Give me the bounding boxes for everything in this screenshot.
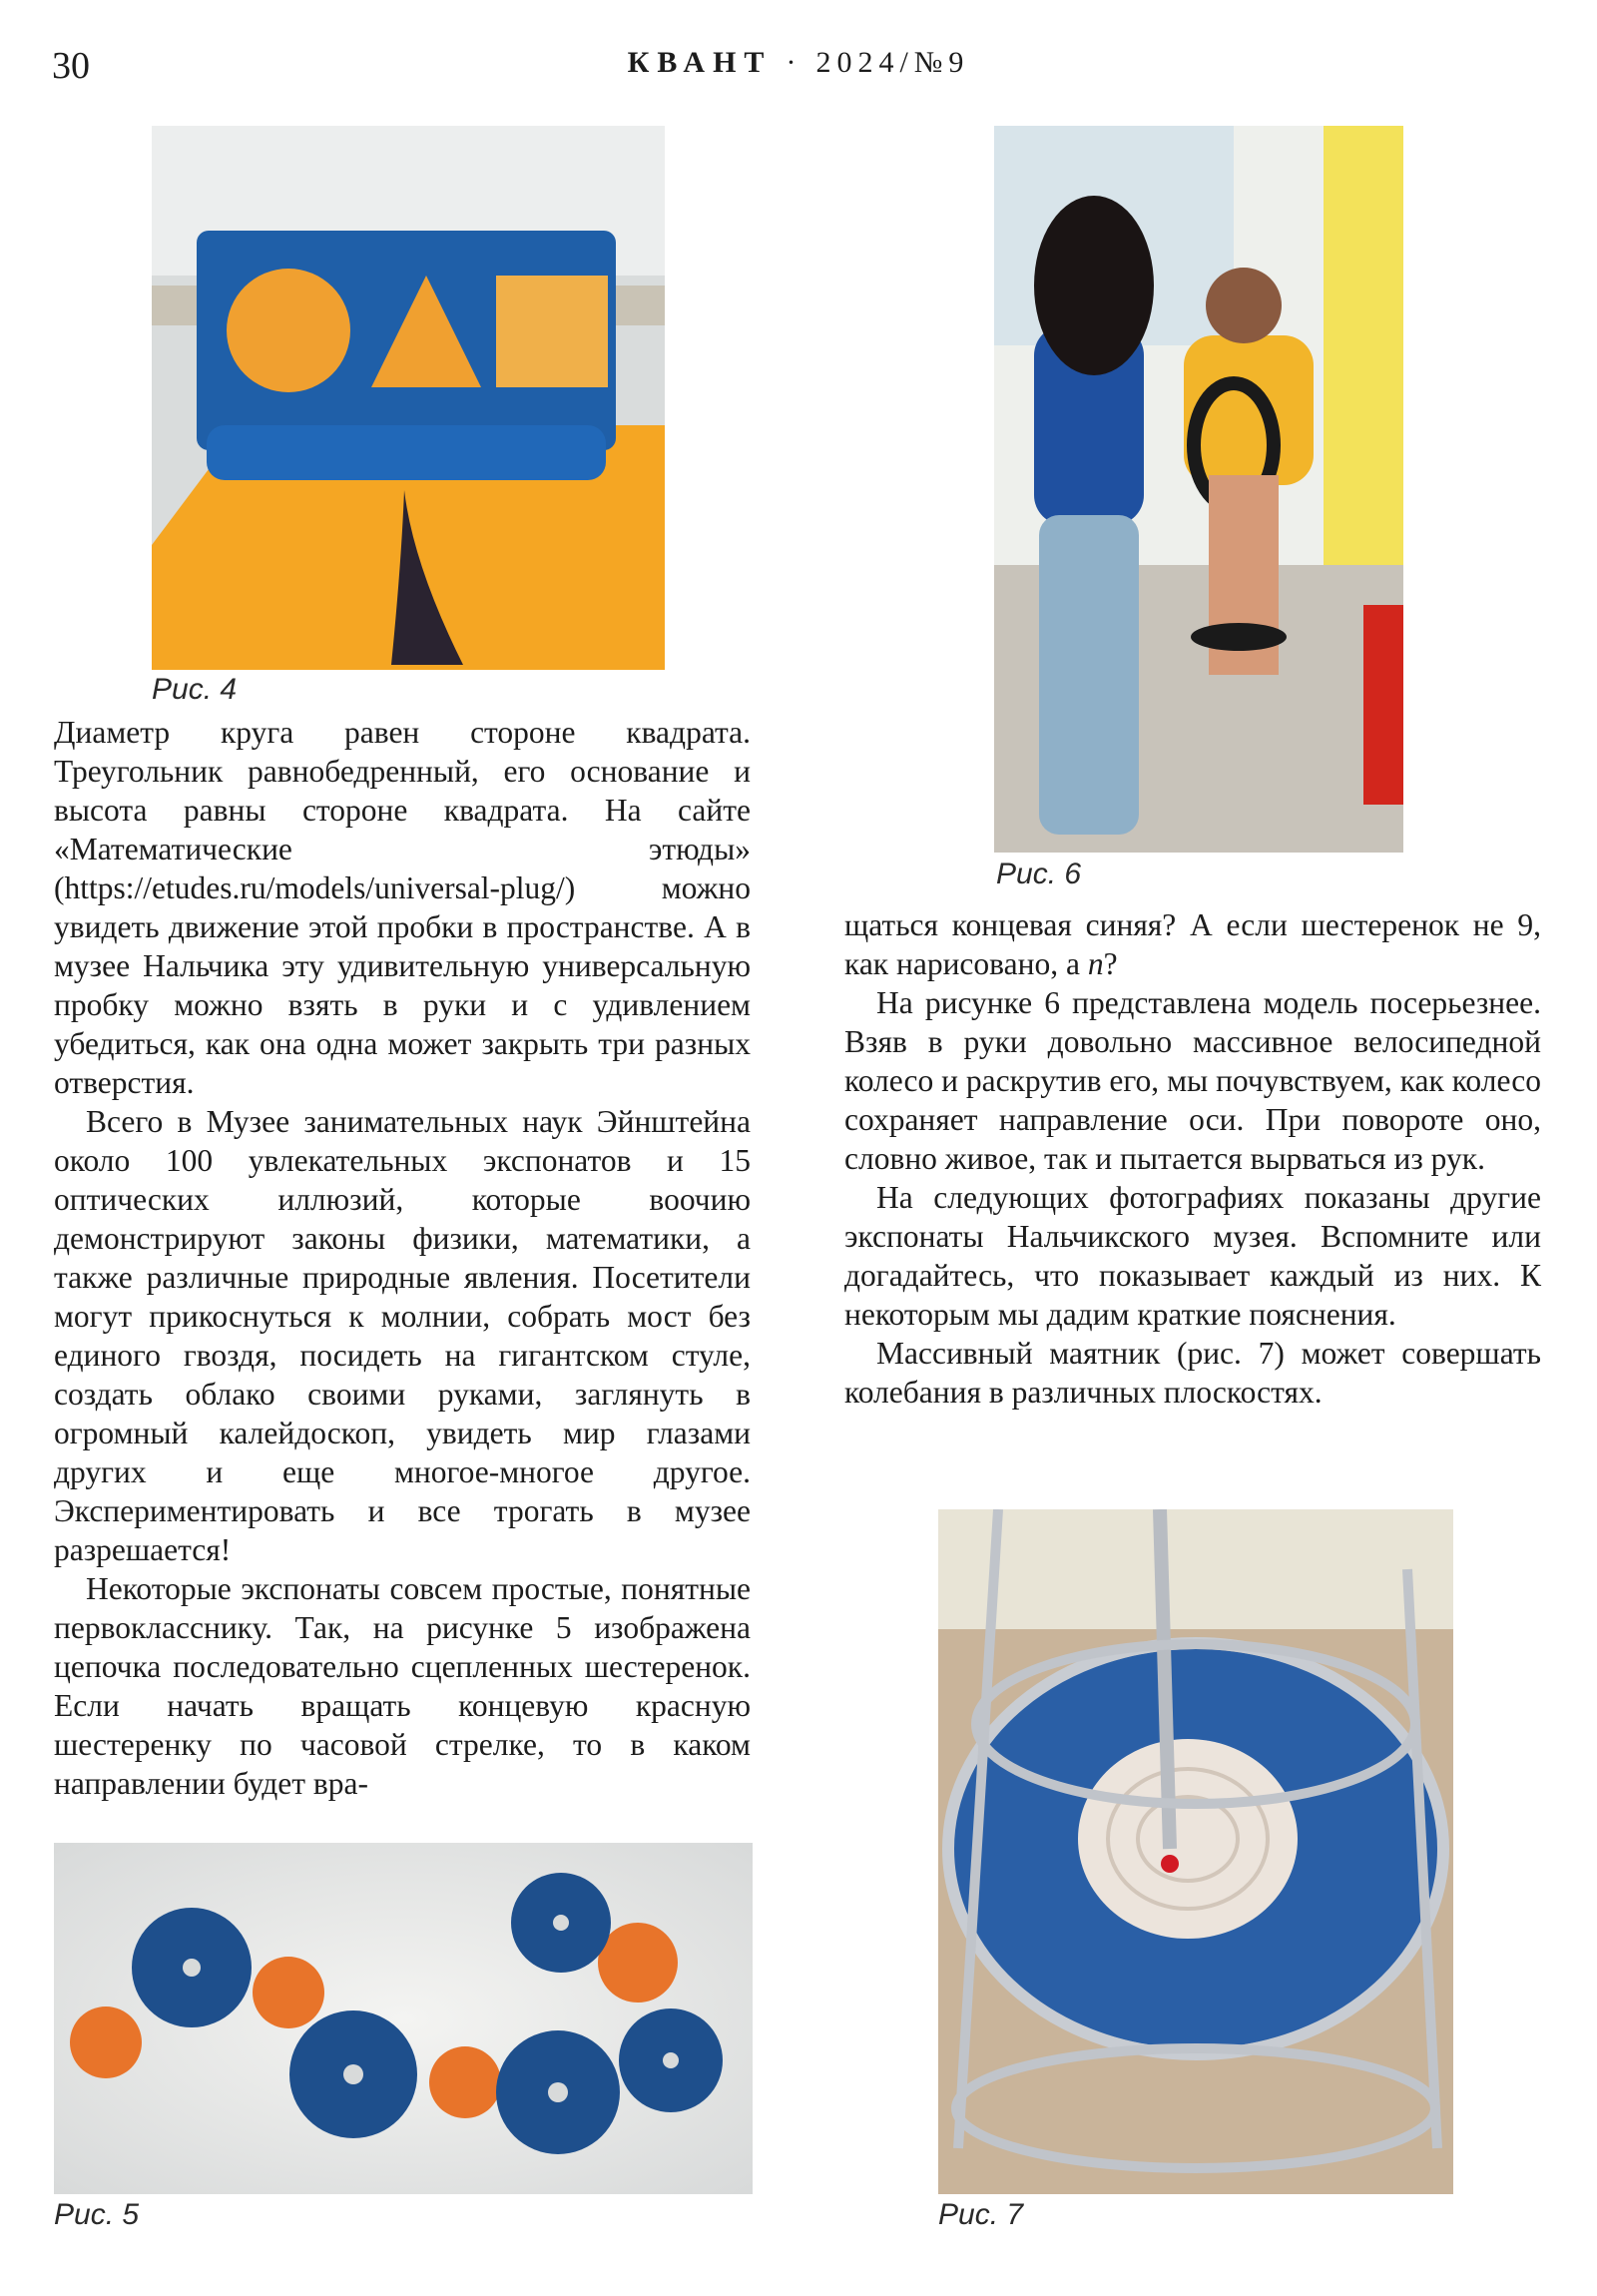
running-head [0,46,1597,80]
figure-6-caption: Рис. 6 [996,858,1082,890]
variable-n: n [1087,946,1104,981]
gears-question-text: щаться концевая синяя? А если шестеренок не 9, как нарисовано, а [844,907,1541,981]
magazine-title: КВАНТ [627,46,773,79]
gears-question-end: ? [1103,946,1118,981]
right-text-column [844,905,1541,1504]
header-separator: · [786,46,802,79]
issue-number: 2024/№9 [815,46,970,79]
figure-4-photo [152,126,665,670]
paragraph-gears-question: Некоторые экспонаты совсем простые, понятные первокласснику. Так, на рисунке 5 изображена цепочка последовательно сцепленных шестеренок. Если начать вращать концевую красную шестеренку по часовой стрелке, то в каком направлении будет вра- [54,1571,751,1801]
figure-4-caption: Рис. 4 [152,673,238,706]
figure-5-photo [54,1843,753,2194]
figure-5-caption: Рис. 5 [54,2198,140,2231]
paragraph-plug-description: Диаметр круга равен стороне квадрата. Треугольник равнобедренный, его основание и высота равны стороне квадрата. На сайте «Математические этюды» (https://etudes.ru/models/universal-plug/) можно увидеть движение этой пробки в пространстве. А в музее Нальчика эту удивительную универсальную пробку можно взять в руки и с удивлением убедиться, как она одна может закрыть три разных отверстия. [54,715,751,1100]
paragraph-bicycle-wheel: На рисунке 6 представлена модель посерьезнее. Взяв в руки довольно массивное велосипедной колесо и раскрутив его, мы почувствуем, как колесо сохраняет направление оси. При повороте оно, словно живое, так и пытается вырваться из рук. [844,985,1541,1176]
figure-7-caption: Рис. 7 [938,2198,1024,2231]
page-number: 30 [52,45,90,87]
figure-7-photo [938,1509,1453,2194]
paragraph-pendulum: Массивный маятник (рис. 7) может совершать колебания в различных плоскостях. [844,1336,1541,1410]
figure-6-photo [994,126,1403,853]
paragraph-museum-overview: Всего в Музее занимательных наук Эйнштейна около 100 увлекательных экспонатов и 15 оптических иллюзий, которые воочию демонстрируют законы физики, математики, а также различные природные явления. Посетители могут прикоснуться к молнии, собрать мост без единого гвоздя, посидеть на гигантском стуле, создать облако своими руками, заглянуть в огромный калейдоскоп, увидеть мир глазами других и еще многое-многое другое. Экспериментировать и все трогать в музее разрешается! [54,1104,751,1567]
paragraph-other-exhibits: На следующих фотографиях показаны другие экспонаты Нальчикского музея. Вспомните или догадайтесь, что показывает каждый из них. К некоторым мы дадим краткие пояснения. [844,1180,1541,1332]
left-text-column [54,713,751,1829]
paragraph-gears-continuation [844,905,1541,983]
